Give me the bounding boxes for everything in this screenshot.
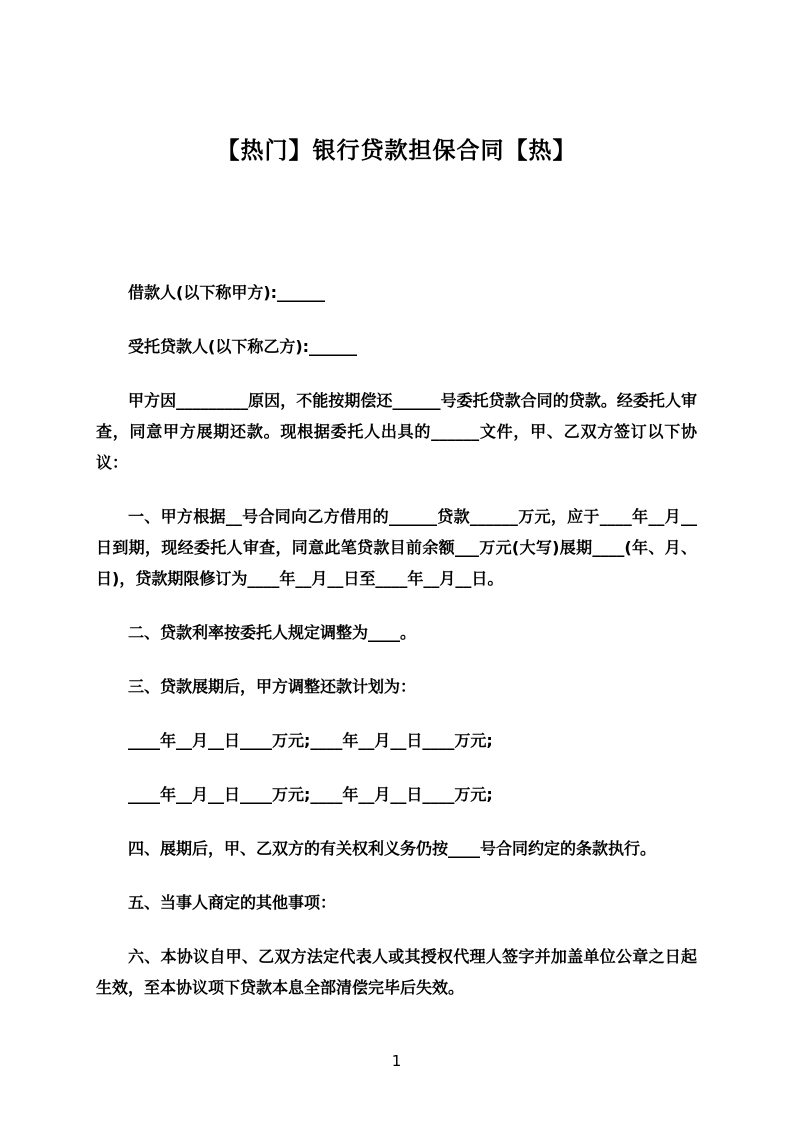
paragraph-trustee-lender: 受托贷款人(以下称乙方):______ (128, 337, 358, 356)
paragraph-clause-2: 二、贷款利率按委托人规定调整为____。 (128, 623, 417, 642)
paragraph-borrower: 借款人(以下称甲方):______ (128, 283, 326, 302)
paragraph-clause-1: 一、甲方根据__号合同向乙方借用的______贷款______万元，应于____年__月__日到期，现经委托人审查，同意此笔贷款目前余额___万元(大写)展期____(年、月、日)，贷款期限修订为____年__月__日至____年__月__日。 (96, 507, 697, 588)
document-body (96, 277, 697, 1003)
paragraph-clause-4: 四、展期后，甲、乙双方的有关权利义务仍按____号合同约定的条款执行。 (128, 839, 657, 858)
paragraph-repayment-line-2: ____年__月__日____万元;____年__月__日____万元; (128, 785, 493, 804)
paragraph-preamble: 甲方因_________原因，不能按期偿还______号委托贷款合同的贷款。经委托人审查，同意甲方展期还款。现根据委托人出具的______文件，甲、乙双方签订以下协议： (96, 391, 697, 472)
paragraph-clause-6: 六、本协议自甲、乙双方法定代表人或其授权代理人签字并加盖单位公章之日起生效，至本协议项下贷款本息全部清偿完毕后失效。 (96, 947, 697, 997)
paragraph-clause-5: 五、当事人商定的其他事项： (128, 893, 337, 912)
page-number: 1 (391, 1052, 402, 1070)
paragraph-repayment-line-1: ____年__月__日____万元;____年__月__日____万元; (128, 731, 493, 750)
document-title: 【热门】银行贷款担保合同【热】 (216, 138, 577, 164)
paragraph-clause-3: 三、贷款展期后，甲方调整还款计划为： (128, 677, 417, 696)
